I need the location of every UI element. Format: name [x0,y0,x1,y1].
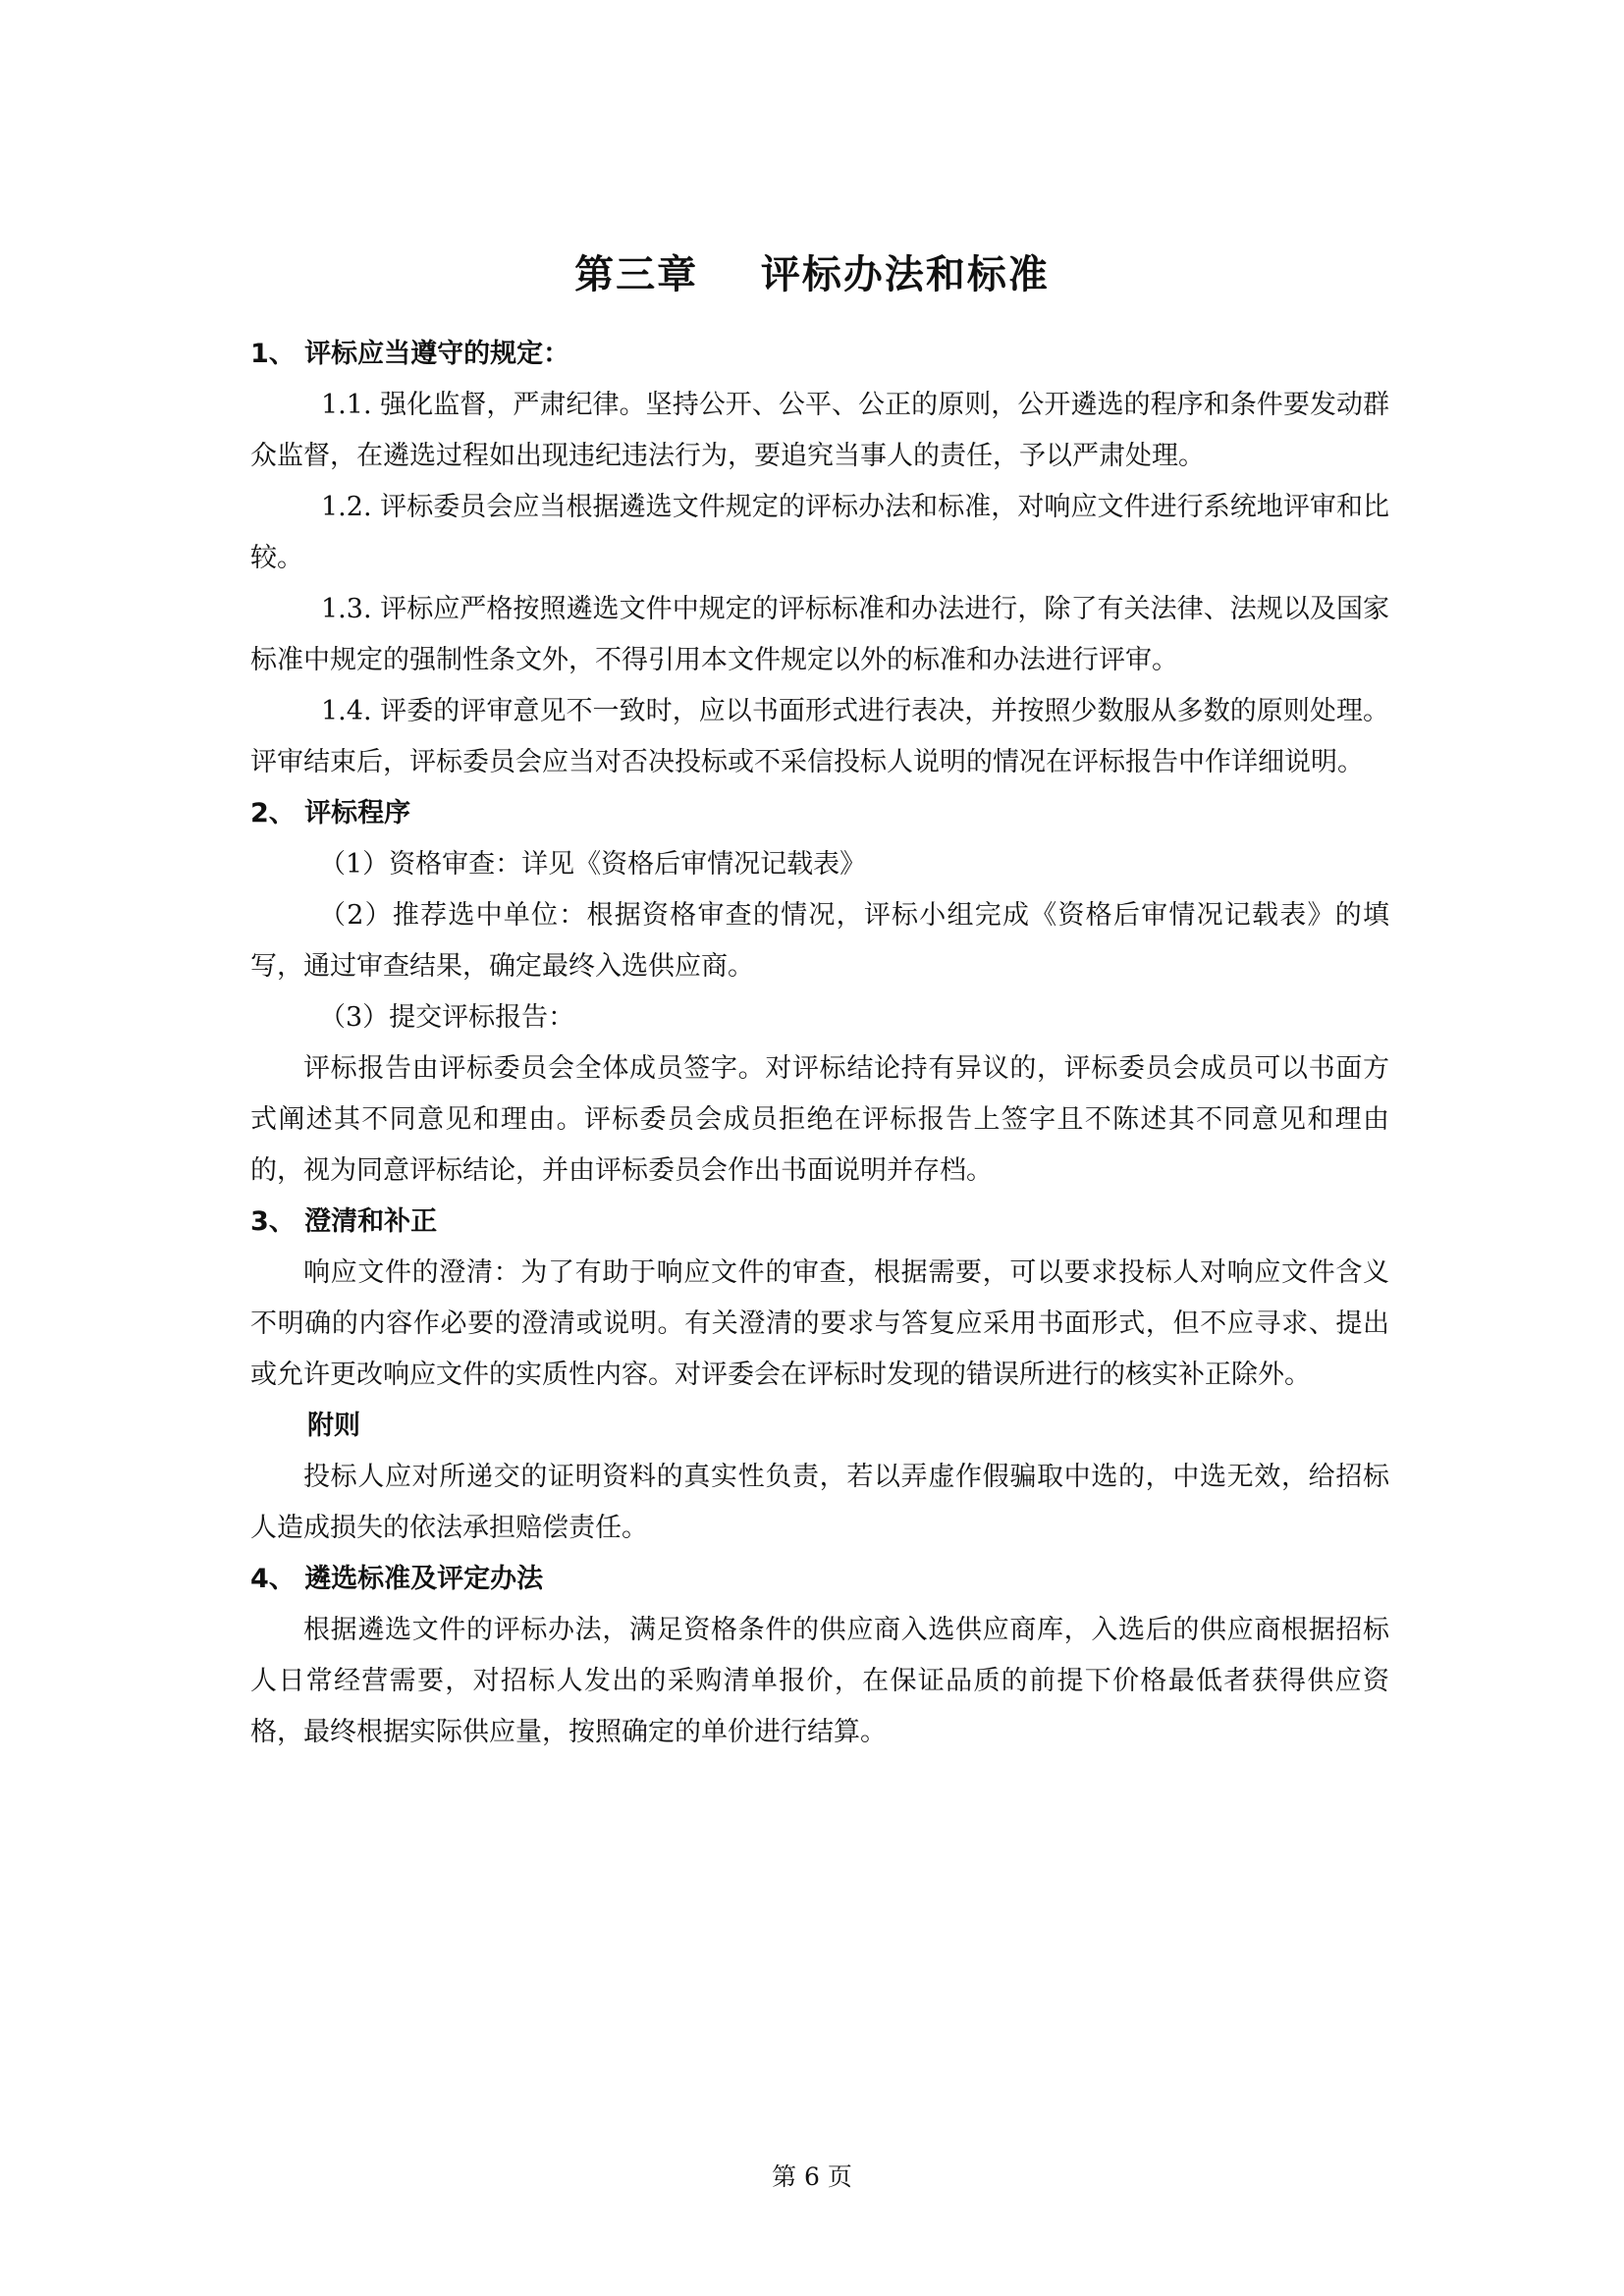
section-1-3-paragraph: 1.3. 评标应严格按照遴选文件中规定的评标标准和办法进行，除了有关法律、法规以及国家标准中规定的强制性条文外，不得引用本文件规定以外的标准和办法进行评审。 [250,594,1389,675]
section-4-heading: 4、 遴选标准及评定办法 [250,1564,544,1594]
appendix-heading: 附则 [307,1411,360,1441]
section-3-heading: 3、 澄清和补正 [250,1206,438,1237]
appendix-paragraph: 投标人应对所递交的证明资料的真实性负责，若以弄虚作假骗取中选的，中选无效，给招标人造成损失的依法承担赔偿责任。 [250,1462,1389,1543]
section-2-item-1: （1）资格审查：详见《资格后审情况记载表》 [319,849,867,880]
section-2-heading: 2、 评标程序 [250,798,411,828]
chapter-title: 第三章 评标办法和标准 [574,251,1050,297]
section-2-item-2: （2）推荐选中单位：根据资格审查的情况，评标小组完成《资格后审情况记载表》的填写，通过审查结果，确定最终入选供应商。 [250,900,1389,982]
section-1-1-paragraph: 1.1. 强化监督，严肃纪律。坚持公开、公平、公正的原则，公开遴选的程序和条件要发动群众监督，在遴选过程如出现违纪违法行为，要追究当事人的责任，予以严肃处理。 [250,390,1389,471]
section-1-heading: 1、 评标应当遵守的规定： [250,339,570,369]
section-1-2-paragraph: 1.2. 评标委员会应当根据遴选文件规定的评标办法和标准，对响应文件进行系统地评审和比较。 [250,492,1389,573]
section-1-4-paragraph: 1.4. 评委的评审意见不一致时，应以书面形式进行表决，并按照少数服从多数的原则处理。评审结束后，评标委员会应当对否决投标或不采信投标人说明的情况在评标报告中作详细说明。 [250,696,1389,777]
section-2-report-paragraph: 评标报告由评标委员会全体成员签字。对评标结论持有异议的，评标委员会成员可以书面方式阐述其不同意见和理由。评标委员会成员拒绝在评标报告上签字且不陈述其不同意见和理由的，视为同意评标结论，并由评标委员会作出书面说明并存档。 [250,1053,1389,1186]
section-3-paragraph: 响应文件的澄清：为了有助于响应文件的审查，根据需要，可以要求投标人对响应文件含义不明确的内容作必要的澄清或说明。有关澄清的要求与答复应采用书面形式，但不应寻求、提出或允许更改响应文件的实质性内容。对评委会在评标时发现的错误所进行的核实补正除外。 [250,1257,1389,1390]
section-4-paragraph: 根据遴选文件的评标办法，满足资格条件的供应商入选供应商库，入选后的供应商根据招标人日常经营需要，对招标人发出的采购清单报价，在保证品质的前提下价格最低者获得供应资格，最终根据实际供应量，按照确定的单价进行结算。 [250,1615,1389,1747]
document-body [250,329,1389,1758]
section-2-item-3: （3）提交评标报告： [319,1002,575,1033]
page-number: 第 6 页 [772,2163,852,2191]
